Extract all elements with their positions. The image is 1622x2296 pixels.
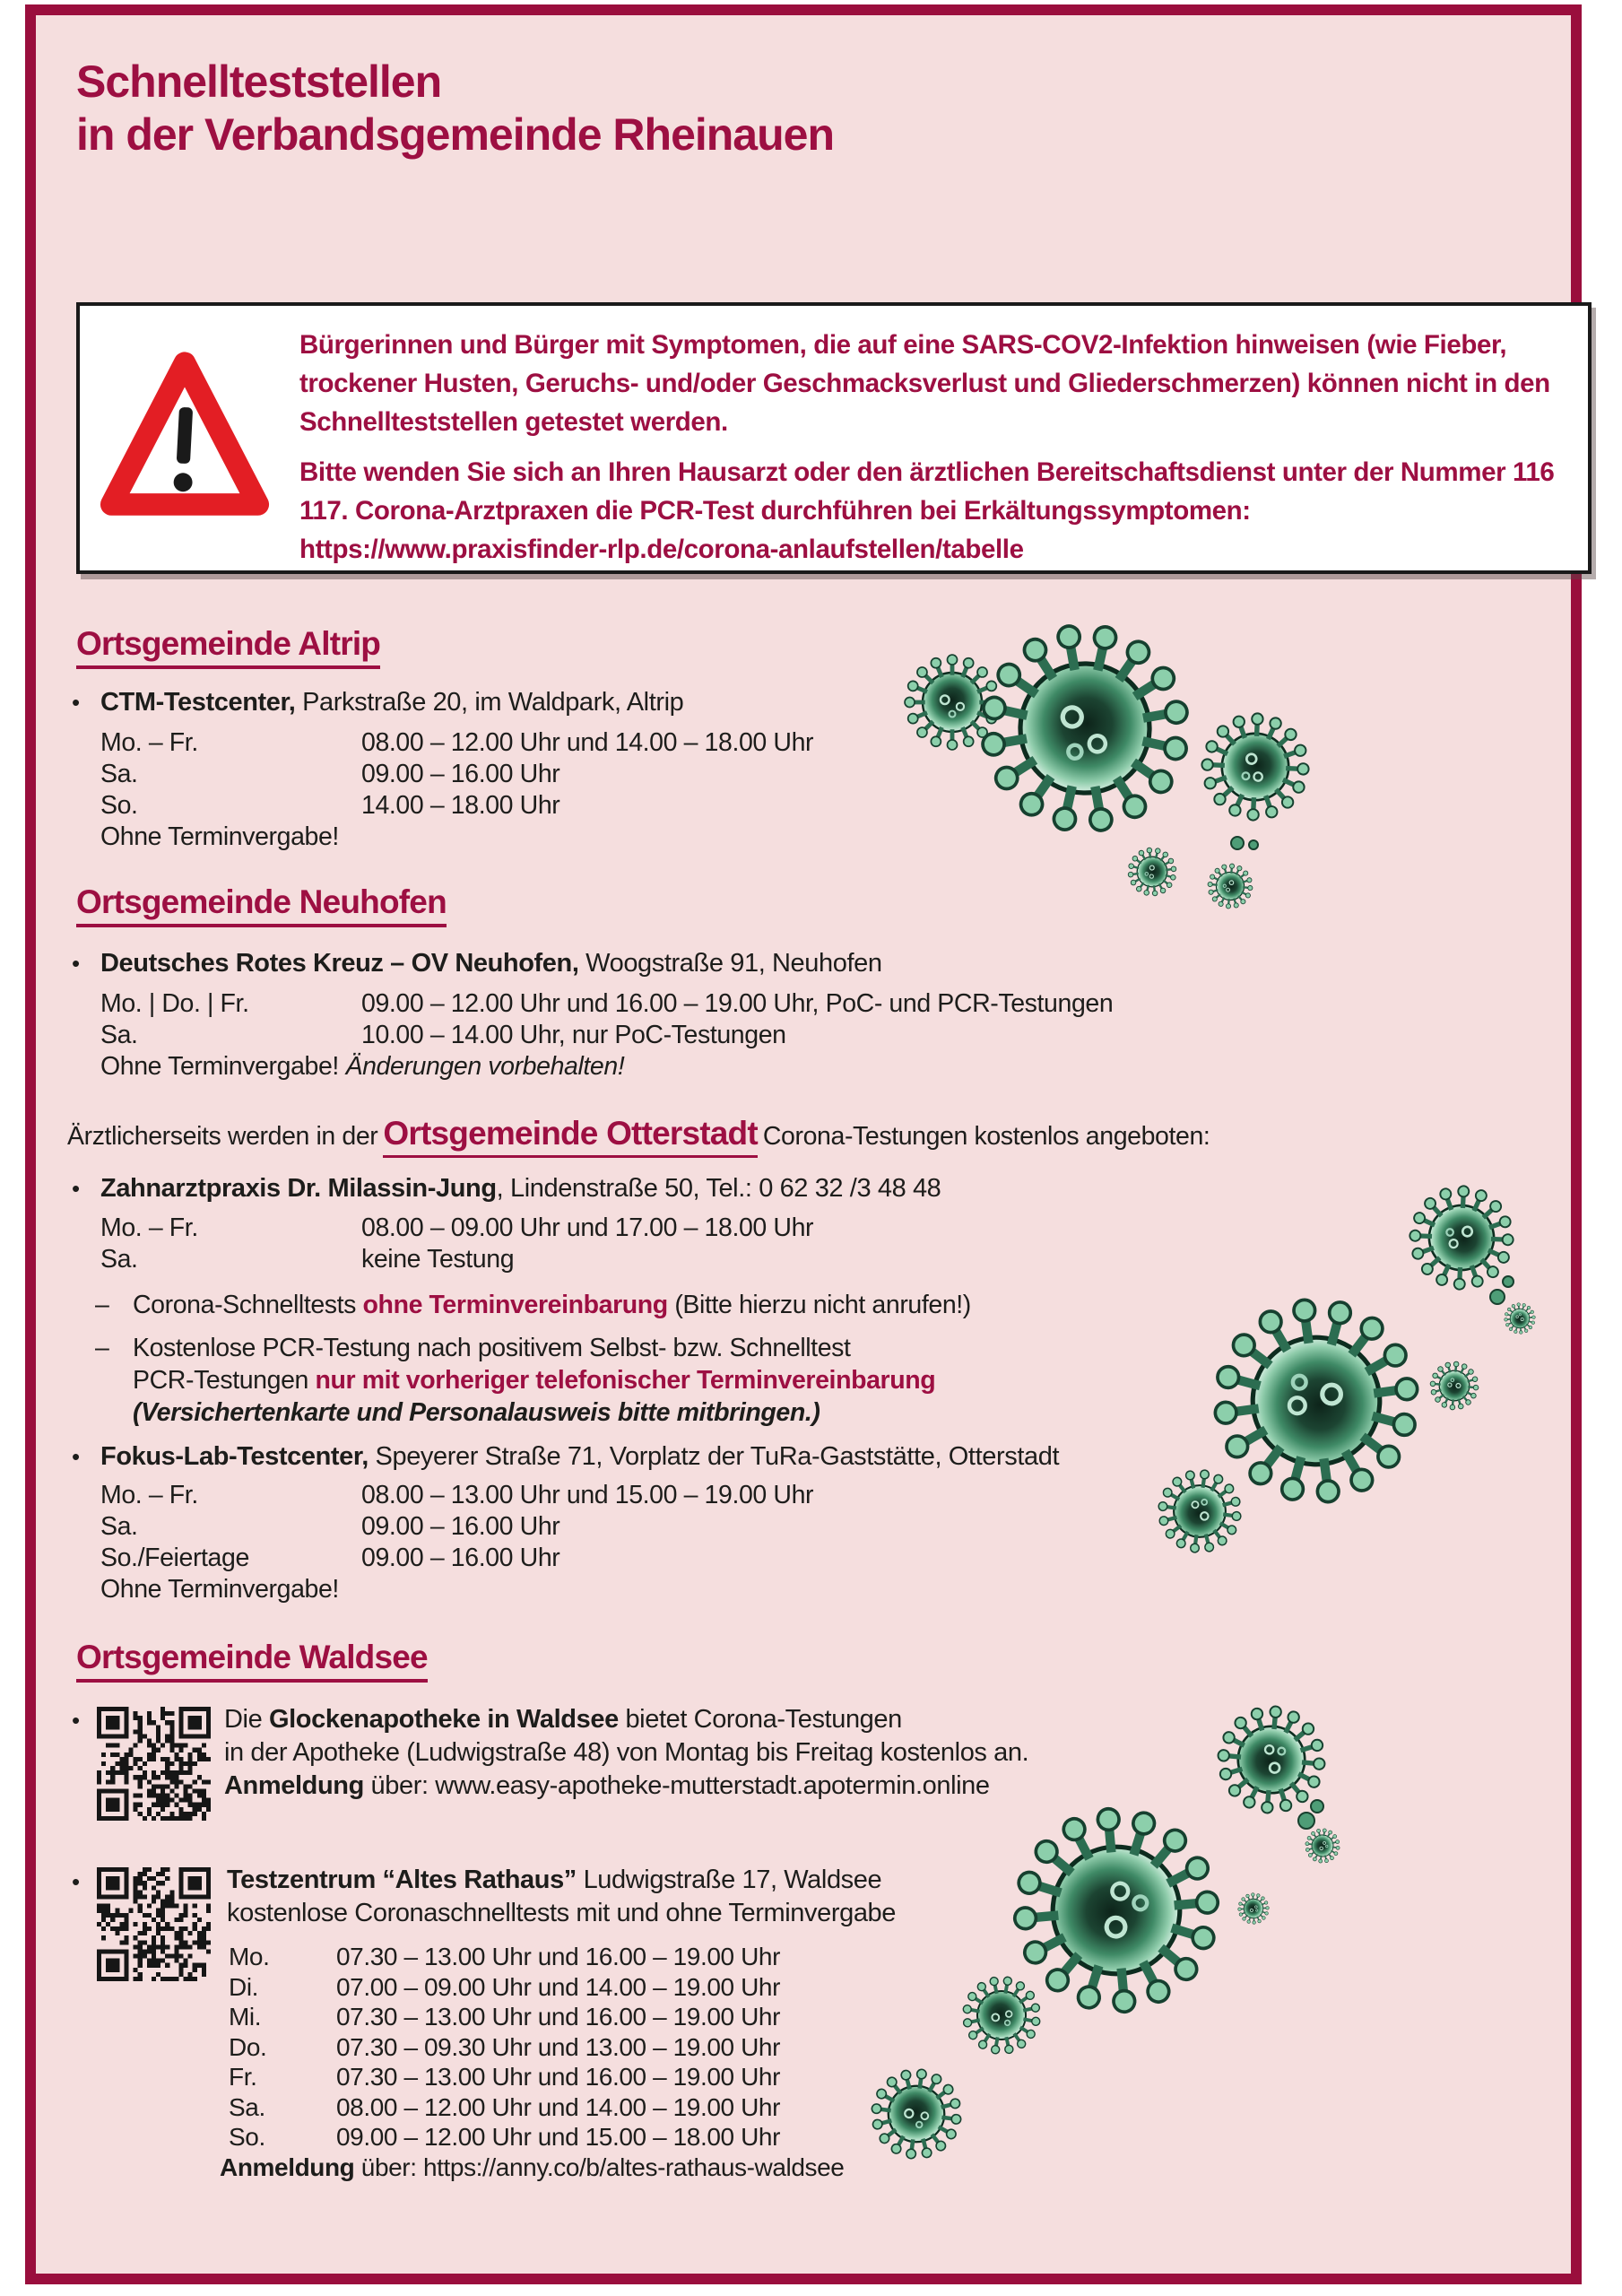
hours-note: Ohne Terminvergabe! — [100, 822, 339, 851]
bullet-icon: • — [72, 1175, 80, 1202]
link-anny[interactable]: über: https://anny.co/b/altes-rathaus-waldsee — [354, 2152, 845, 2181]
warning-box — [76, 302, 1592, 574]
hours-time: 07.30 – 13.00 Uhr und 16.00 – 19.00 Uhr — [336, 1943, 781, 1970]
altes-rathaus-text: Testzentrum “Altes Rathaus” Ludwigstraße 17, Waldsee kostenlose Coronaschnelltests mit und ohne Terminvergabe — [227, 1866, 897, 1927]
hours-table-zahnarzt — [100, 1213, 813, 1275]
glockenapotheke-text: Die Glockenapotheke in Waldsee bietet Corona-Testungen in der Apotheke (Ludwigstraße 48) von Montag bis Freitag kostenlos an. Anmeldung über: www.easy-apotheke-mutterstadt.apotermin.online — [224, 1705, 1029, 1800]
hours-time: 07.30 – 13.00 Uhr und 16.00 – 19.00 Uhr — [336, 2003, 781, 2031]
intro-prefix: Ärztlicherseits werden in der — [67, 1122, 378, 1151]
hours-day: Sa. — [100, 1245, 138, 1274]
virus-icon — [1504, 1302, 1536, 1335]
section-heading-otterstadt: Ortsgemeinde Otterstadt — [383, 1115, 757, 1158]
hours-day: Mo. – Fr. — [100, 728, 198, 757]
virus-icon — [1237, 1892, 1270, 1925]
intro-suffix: Corona-Testungen kostenlos angeboten: — [762, 1122, 1210, 1151]
virus-icon — [977, 621, 1193, 836]
note-pcr-testung: – Kostenlose PCR-Testung nach positivem Selbst- bzw. Schnelltest PCR-Testungen nur mit vorheriger telefonischer Terminvereinbarung (Versichertenkarte und Personalausweis bitte mitbringen.) — [95, 1332, 971, 1429]
bullet-icon: • — [72, 1868, 80, 1895]
hours-row — [229, 2092, 844, 2123]
qr-code-glockenapotheke — [97, 1707, 211, 1821]
hours-day: Sa. — [229, 2092, 265, 2121]
section-heading-altrip: Ortsgemeinde Altrip — [76, 625, 380, 669]
hours-row — [229, 1972, 844, 2003]
section-heading-waldsee: Ortsgemeinde Waldsee — [76, 1639, 428, 1683]
hours-row — [100, 1244, 813, 1275]
hours-day: So. — [100, 791, 138, 820]
hours-row — [100, 1020, 1113, 1051]
venue-name: Testzentrum “Altes Rathaus” — [227, 1866, 577, 1894]
virus-icon — [1305, 1828, 1340, 1864]
hours-day: Mo. — [229, 1943, 270, 1970]
virus-dot-icon — [1297, 1812, 1315, 1830]
hours-day: Mo. – Fr. — [100, 1213, 198, 1242]
hours-time: 07.30 – 09.30 Uhr und 13.00 – 19.00 Uhr — [336, 2032, 781, 2061]
virus-icon — [1408, 1184, 1515, 1292]
hours-day: Sa. — [100, 760, 138, 788]
virus-dot-icon — [1230, 836, 1245, 850]
accent-telefonische-terminvereinbarung: nur mit vorheriger telefonischer Terminvereinbarung — [315, 1366, 936, 1395]
hours-table-fokus — [100, 1480, 813, 1605]
hours-day: Fr. — [229, 2063, 257, 2091]
hours-row — [229, 2032, 844, 2063]
venue-ctm-testcenter — [72, 687, 683, 718]
note-schnelltests: – Corona-Schnelltests ohne Terminvereinbarung (Bitte hierzu nicht anrufen!) — [95, 1291, 971, 1319]
hours-row — [100, 988, 1113, 1020]
hours-row — [100, 1543, 813, 1574]
bullet-icon: • — [72, 950, 80, 977]
virus-icon — [870, 2067, 963, 2161]
bullet-icon: • — [72, 689, 80, 716]
warning-triangle-icon — [100, 344, 270, 527]
hours-time: 09.00 – 16.00 Uhr — [361, 760, 560, 788]
dash-icon: – — [95, 1291, 109, 1319]
hours-day: Mo. – Fr. — [100, 1481, 198, 1509]
virus-dot-icon — [1310, 1799, 1324, 1813]
hours-time: keine Testung — [361, 1245, 515, 1274]
hours-time: 08.00 – 12.00 Uhr und 14.00 – 18.00 Uhr — [361, 728, 814, 757]
warning-paragraph-1: Bürgerinnen und Bürger mit Symptomen, die auf eine SARS-COV2-Infektion hinweisen (wie Fieber, trockener Husten, Geruchs- und/oder Geschmacksverlust und Gliederschmerzen) können nicht in den Schnellteststellen getestet werden. — [299, 330, 1550, 437]
venue-fokus-lab — [72, 1441, 1059, 1472]
accent-ohne-terminvereinbarung: ohne Terminvereinbarung — [362, 1291, 668, 1319]
hours-row — [229, 2002, 844, 2032]
zahnarzt-notes — [95, 1289, 971, 1429]
hours-time: 08.00 – 13.00 Uhr und 15.00 – 19.00 Uhr — [361, 1481, 814, 1509]
hours-time: 08.00 – 12.00 Uhr und 14.00 – 19.00 Uhr — [336, 2092, 781, 2121]
hours-row — [229, 2122, 844, 2152]
hours-day: Do. — [229, 2032, 267, 2061]
hours-note-italic: Änderungen vorbehalten! — [345, 1052, 625, 1081]
virus-icon — [1200, 711, 1311, 822]
hours-note: Ohne Terminvergabe! Änderungen vorbehalten! — [100, 1052, 625, 1081]
venue-address: Speyerer Straße 71, Vorplatz der TuRa-Gaststätte, Otterstadt — [368, 1442, 1060, 1471]
page-title-line1: Schnellteststellen — [76, 57, 442, 107]
hours-row — [100, 759, 813, 790]
hours-day: Sa. — [100, 1512, 138, 1541]
virus-icon — [1127, 847, 1177, 897]
hours-row — [229, 2062, 844, 2092]
virus-icon — [1157, 1468, 1243, 1554]
venue-zahnarztpraxis — [72, 1173, 941, 1204]
note-versichertenkarte: (Versichertenkarte und Personalausweis bitte mitbringen.) — [133, 1398, 820, 1427]
link-praxisfinder[interactable]: https://www.praxisfinder-rlp.de/corona-anlaufstellen/tabelle — [299, 535, 1024, 564]
hours-day: So./Feiertage — [100, 1544, 249, 1572]
hours-time: 09.00 – 12.00 Uhr und 15.00 – 18.00 Uhr — [336, 2123, 781, 2151]
venue-name: CTM-Testcenter, — [100, 688, 296, 717]
virus-icon — [1429, 1361, 1479, 1411]
link-apotermin[interactable]: über: www.easy-apotheke-mutterstadt.apotermin.online — [363, 1771, 990, 1800]
hours-day: Mo. | Do. | Fr. — [100, 989, 249, 1018]
page-title — [76, 56, 834, 161]
venue-drk-neuhofen — [72, 948, 882, 978]
venue-name: Deutsches Rotes Kreuz – OV Neuhofen, — [100, 949, 579, 978]
virus-icon — [1216, 1704, 1327, 1815]
bullet-icon: • — [72, 1707, 80, 1734]
venue-name: Glockenapotheke in Waldsee — [268, 1705, 619, 1734]
warning-paragraph-2: Bitte wenden Sie sich an Ihren Hausarzt oder den ärztlichen Bereitschaftsdienst unter der Nummer 116 117. Corona-Arztpraxen die PCR-Test durchführen bei Erkältungssymptomen: — [299, 457, 1555, 526]
hours-table-rathaus — [220, 1942, 845, 2182]
hours-day: So. — [229, 2123, 265, 2151]
hours-time: 09.00 – 16.00 Uhr — [361, 1512, 560, 1541]
hours-time: 08.00 – 09.00 Uhr und 17.00 – 18.00 Uhr — [361, 1213, 814, 1242]
hours-time: 09.00 – 12.00 Uhr und 16.00 – 19.00 Uhr, PoC- und PCR-Testungen — [361, 989, 1114, 1018]
hours-time: 07.00 – 09.00 Uhr und 14.00 – 19.00 Uhr — [336, 1972, 781, 2001]
bullet-icon: • — [72, 1443, 80, 1470]
hours-row — [100, 1480, 813, 1511]
hours-time: 14.00 – 18.00 Uhr — [361, 791, 560, 820]
venue-name: Zahnarztpraxis Dr. Milassin-Jung — [100, 1174, 497, 1203]
dash-icon: – — [95, 1334, 109, 1362]
hours-time: 07.30 – 13.00 Uhr und 16.00 – 19.00 Uhr — [336, 2063, 781, 2091]
hours-time: 10.00 – 14.00 Uhr, nur PoC-Testungen — [361, 1021, 786, 1049]
section-heading-neuhofen: Ortsgemeinde Neuhofen — [76, 883, 447, 927]
otterstadt-intro — [67, 1115, 1210, 1158]
hours-row — [100, 727, 813, 759]
qr-code-altes-rathaus — [97, 1867, 211, 1981]
virus-icon — [961, 1975, 1042, 2056]
venue-name: Fokus-Lab-Testcenter, — [100, 1442, 369, 1471]
hours-day: Di. — [229, 1972, 259, 2001]
hours-time: 09.00 – 16.00 Uhr — [361, 1544, 560, 1572]
hours-row — [100, 1213, 813, 1244]
venue-address: Parkstraße 20, im Waldpark, Altrip — [295, 688, 684, 717]
page-title-line2: in der Verbandsgemeinde Rheinauen — [76, 109, 835, 160]
hours-table-altrip — [100, 727, 813, 853]
anmeldung-line: Anmeldung über: https://anny.co/b/altes-rathaus-waldsee — [220, 2152, 845, 2181]
virus-icon — [1207, 863, 1253, 909]
hours-row — [229, 1942, 844, 1972]
virus-dot-icon — [1502, 1275, 1514, 1288]
venue-address: , Lindenstraße 50, Tel.: 0 62 32 /3 48 48 — [496, 1174, 941, 1203]
hours-row — [100, 1511, 813, 1543]
virus-dot-icon — [1248, 839, 1259, 850]
hours-note: Ohne Terminvergabe! — [100, 1575, 339, 1604]
hours-day: Sa. — [100, 1021, 138, 1049]
hours-row — [100, 790, 813, 822]
warning-text — [299, 326, 1568, 569]
hours-day: Mi. — [229, 2003, 262, 2031]
hours-table-neuhofen — [100, 988, 1113, 1083]
venue-address: Woogstraße 91, Neuhofen — [578, 949, 882, 978]
virus-dot-icon — [1489, 1289, 1505, 1305]
